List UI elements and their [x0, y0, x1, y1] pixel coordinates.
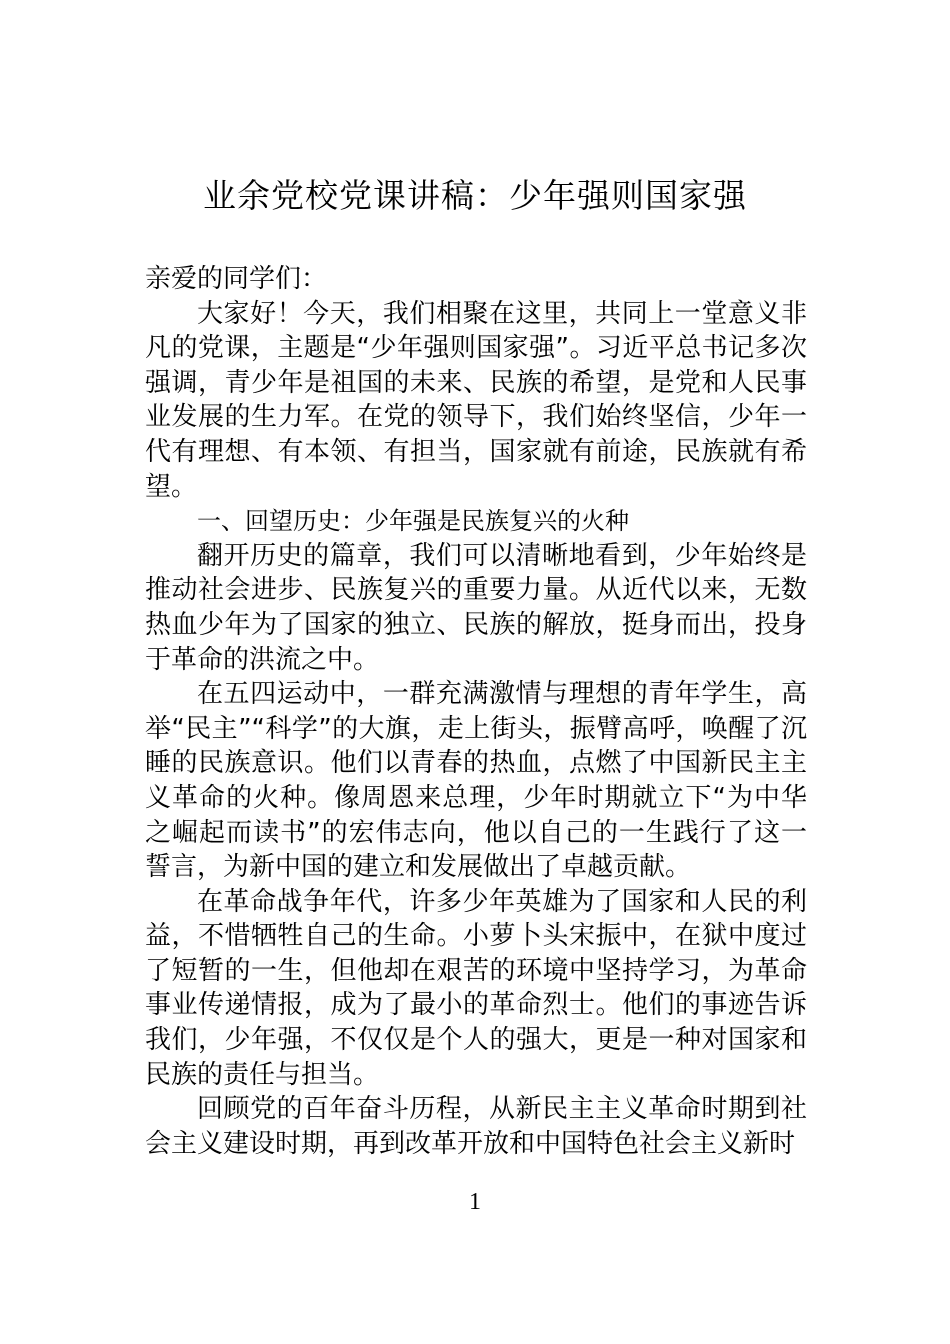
document-body — [145, 262, 807, 1161]
section-heading-1: 一、回望历史：少年强是民族复兴的火种 — [197, 507, 629, 536]
greeting: 亲爱的同学们： — [145, 264, 328, 294]
paragraph-intro: 大家好！今天，我们相聚在这里，共同上一堂意义非凡的党课，主题是“少年强则国家强”。习近平总书记多次强调，青少年是祖国的未来、民族的希望，是党和人民事业发展的生力军。在党的领导下，我们始终坚信，少年一代有理想、有本领、有担当，国家就有前途，民族就有希望。 — [145, 298, 807, 502]
page-number: 1 — [469, 1189, 481, 1215]
document-title: 业余党校党课讲稿：少年强则国家强 — [203, 176, 747, 215]
paragraph-party-history: 回顾党的百年奋斗历程，从新民主主义革命时期到社会主义建设时期，再到改革开放和中国特色社会主义新时 — [145, 1094, 807, 1159]
paragraph-revolution-heroes: 在革命战争年代，许多少年英雄为了国家和人民的利益，不惜牺牲自己的生命。小萝卜头宋振中，在狱中度过了短暂的一生，但他却在艰苦的环境中坚持学习，为革命事业传递情报，成为了最小的革命烈士。他们的事迹告诉我们，少年强，不仅仅是个人的强大，更是一种对国家和民族的责任与担当。 — [145, 886, 807, 1090]
paragraph-may-fourth: 在五四运动中，一群充满激情与理想的青年学生，高举“民主”“科学”的大旗，走上街头，振臂高呼，唤醒了沉睡的民族意识。他们以青春的热血，点燃了中国新民主主义革命的火种。像周恩来总理，少年时期就立下“为中华之崛起而读书”的宏伟志向，他以自己的一生践行了这一誓言，为新中国的建立和发展做出了卓越贡献。 — [145, 679, 807, 883]
paragraph-history: 翻开历史的篇章，我们可以清晰地看到，少年始终是推动社会进步、民族复兴的重要力量。从近代以来，无数热血少年为了国家的独立、民族的解放，挺身而出，投身于革命的洪流之中。 — [145, 540, 807, 675]
